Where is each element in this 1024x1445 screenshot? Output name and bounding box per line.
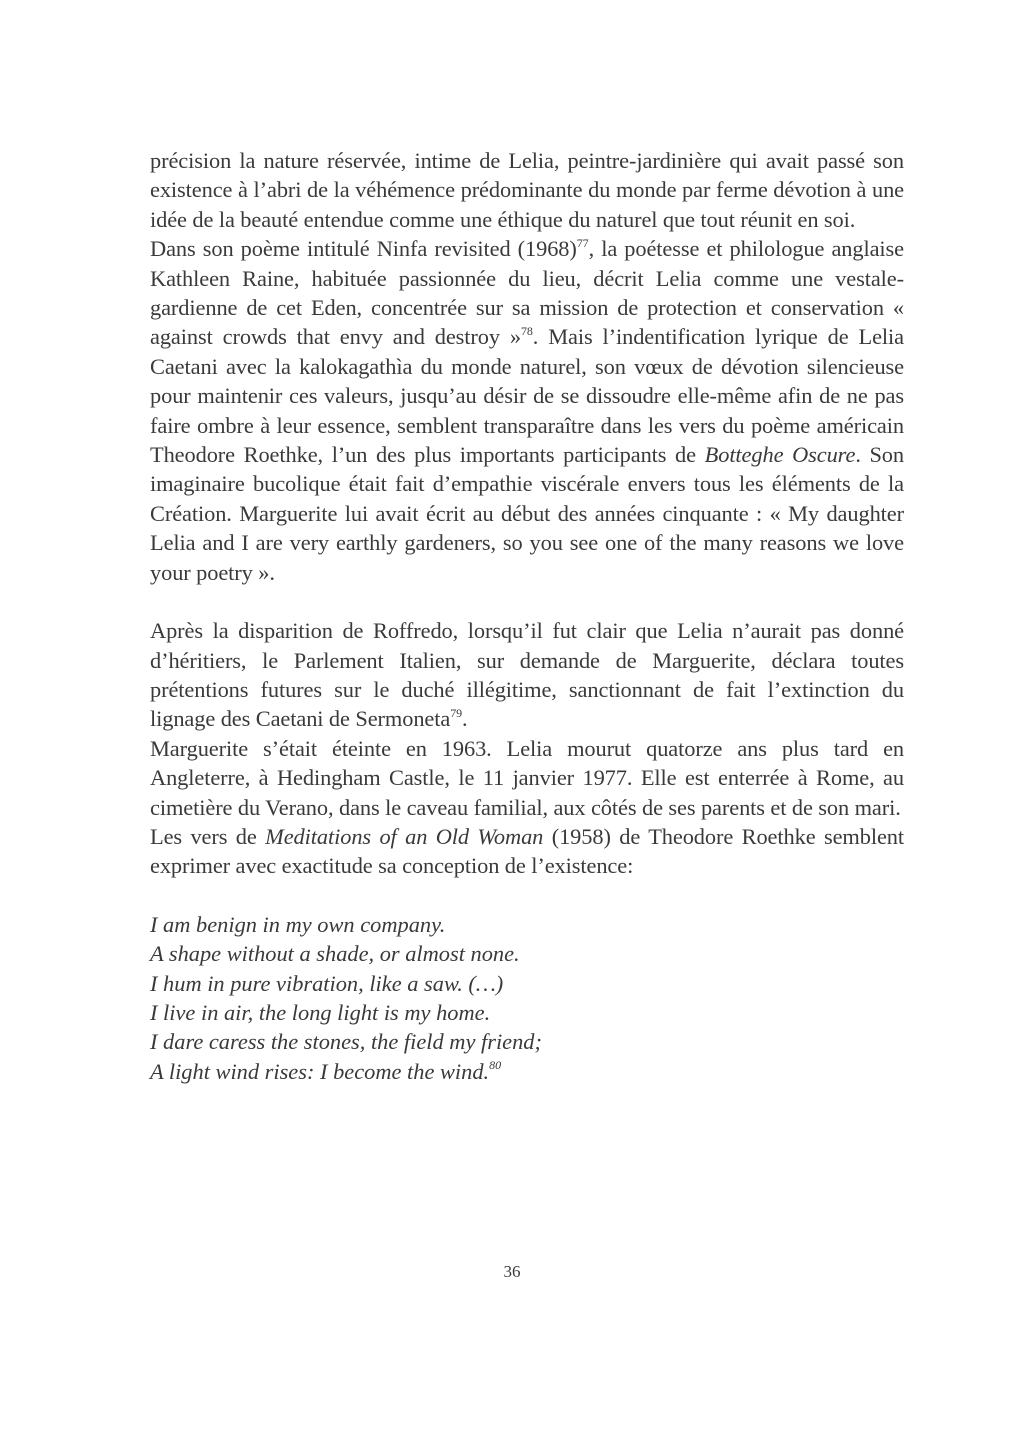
footnote-ref-79: 79 — [450, 705, 463, 720]
text-run: (1958) de Theodore Roethke semblent exprimer avec exactitude sa conception de l’existence: — [150, 823, 905, 879]
paragraph-meditations-intro — [150, 822, 904, 881]
poem-line: I dare caress the stones, the field my friend; — [150, 1029, 542, 1055]
paragraph-gap — [150, 587, 904, 616]
page-body — [150, 146, 904, 1086]
poem-line: I live in air, the long light is my home. — [150, 999, 491, 1025]
text-run: , la poétesse et philologue anglaise Kathleen Raine, habituée passionnée du lieu, décrit Lelia comme une vestale-gardienne de cet Eden, concentrée sur sa mission de protection et conservation « against crowds that envy and destroy » — [150, 236, 904, 350]
poem-line: A shape without a shade, or almost none. — [150, 941, 520, 967]
paragraph-roffredo — [150, 616, 904, 734]
text-run: . Mais l’indentification lyrique de Lelia Caetani avec la kalokagathìa du monde naturel, son vœux de dévotion silencieuse pour maintenir ces valeurs, jusqu’au désir de se dissoudre elle-même afin de ne pas faire ombre à leur essence, semblent transparaître dans les vers du poème américain Theodore Roethke, l’un des plus importants participants de — [150, 324, 904, 468]
text-run: Les vers de — [150, 823, 266, 849]
italic-title-meditations: Meditations of an Old Woman — [265, 823, 544, 849]
footnote-ref-77: 77 — [576, 235, 589, 250]
footnote-ref-80: 80 — [489, 1058, 502, 1073]
text-run: Après la disparition de Roffredo, lorsqu’il fut clair que Lelia n’aurait pas donné d’héritiers, le Parlement Italien, sur demande de Marguerite, déclara toutes prétentions futures sur le duché illégitime, sanctionnant de fait l’extinction du lignage des Caetani de Sermoneta — [150, 618, 904, 732]
poem-line: I hum in pure vibration, like a saw. (…) — [150, 970, 504, 996]
poem-line — [150, 1057, 904, 1086]
poem-line: I am benign in my own company. — [150, 911, 446, 937]
paragraph-ninfa-revisited — [150, 234, 904, 587]
poem-quote — [150, 910, 904, 1086]
poem-line-text: A light wind rises: I become the wind. — [150, 1058, 490, 1084]
text-run: Dans son poème intitulé Ninfa revisited (1968) — [150, 236, 577, 262]
italic-title-botteghe-oscure: Botteghe Oscure — [704, 442, 856, 468]
paragraph-lelia-nature: précision la nature réservée, intime de Lelia, peintre-jardinière qui avait passé son existence à l’abri de la véhémence prédominante du monde par ferme dévotion à une idée de la beauté entendue comme une éthique du naturel que tout réunit en soi. — [150, 148, 904, 232]
footnote-ref-78: 78 — [520, 323, 533, 338]
text-run: . — [462, 706, 468, 732]
page-number: 36 — [503, 1262, 521, 1281]
paragraph-marguerite-death: Marguerite s’était éteinte en 1963. Lelia mourut quatorze ans plus tard en Angleterre, à Hedingham Castle, le 11 janvier 1977. Elle est enterrée à Rome, au cimetière du Verano, dans le caveau familial, aux côtés de ses parents et de son mari. — [150, 735, 904, 820]
text-run: . Son imaginaire bucolique était fait d’empathie viscérale envers tous les éléments de la Création. Marguerite lui avait écrit au début des années cinquante : « My daughter Lelia and I are very earthly gardeners, so you see one of the many reasons we love your poetry ». — [150, 442, 904, 585]
